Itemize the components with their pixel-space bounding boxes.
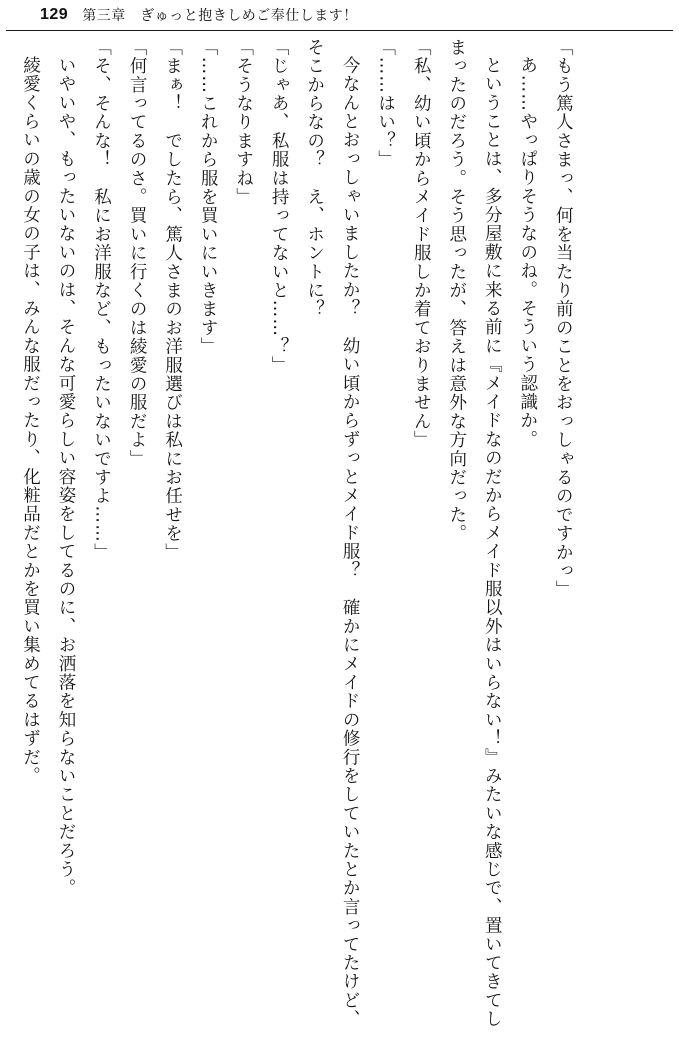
body-paragraph: 「そ、そんな！ 私にお洋服など、もったいないですよ……」 (91, 38, 112, 562)
vertical-body-text (12, 38, 580, 1042)
body-paragraph: 「そうなりますね」 (233, 38, 254, 207)
body-paragraph: 今なんとおっしゃいましたか？ 幼い頃からずっとメイド服？ 確かにメイドの修行をしていたとか言ってたけど、そこからなの？ え、ホントに？ (304, 38, 361, 1028)
body-paragraph: あ……やっぱりそうなのね。そういう認識か。 (517, 55, 538, 449)
body-paragraph: 「……はい？」 (375, 38, 396, 169)
body-paragraph: 「もう篤人さまっ、何を当たり前のことをおっしゃるのですかっ」 (553, 38, 574, 599)
body-paragraph: 「何言ってるのさ。買いに行くのは綾愛の服だよ」 (127, 38, 148, 469)
body-paragraph: 「……これから服を買いにいきます」 (198, 38, 219, 356)
page-number: 129 (40, 6, 69, 23)
chapter-title: 第三章 ぎゅっと抱きしめご奉仕します！ (82, 8, 358, 24)
body-paragraph: 綾愛くらいの歳の女の子は、みんな服だったり、化粧品だとかを買い集めてるはずだ。 (20, 55, 41, 785)
body-paragraph: ということは、多分屋敷に来る前に『メイドなのだからメイド服以外はいらない！』みたいな感じで、置いてきてしまったのだろう。そう思ったが、答えは意外な方向だった。 (446, 38, 503, 1028)
page-header (0, 0, 679, 30)
body-paragraph: 「じゃあ、私服は持ってないと……？」 (269, 38, 290, 375)
body-paragraph: いやいや、もったいないのは、そんな可愛らしい容姿をしてるのに、お洒落を知らないことだろう。 (56, 55, 77, 897)
header-divider (6, 30, 673, 31)
body-paragraph: 「私、幼い頃からメイド服しか着ておりません」 (411, 38, 432, 450)
body-paragraph: 「まぁ！ でしたら、篤人さまのお洋服選びは私にお任せを」 (162, 38, 183, 562)
body-text-area (12, 38, 669, 1042)
